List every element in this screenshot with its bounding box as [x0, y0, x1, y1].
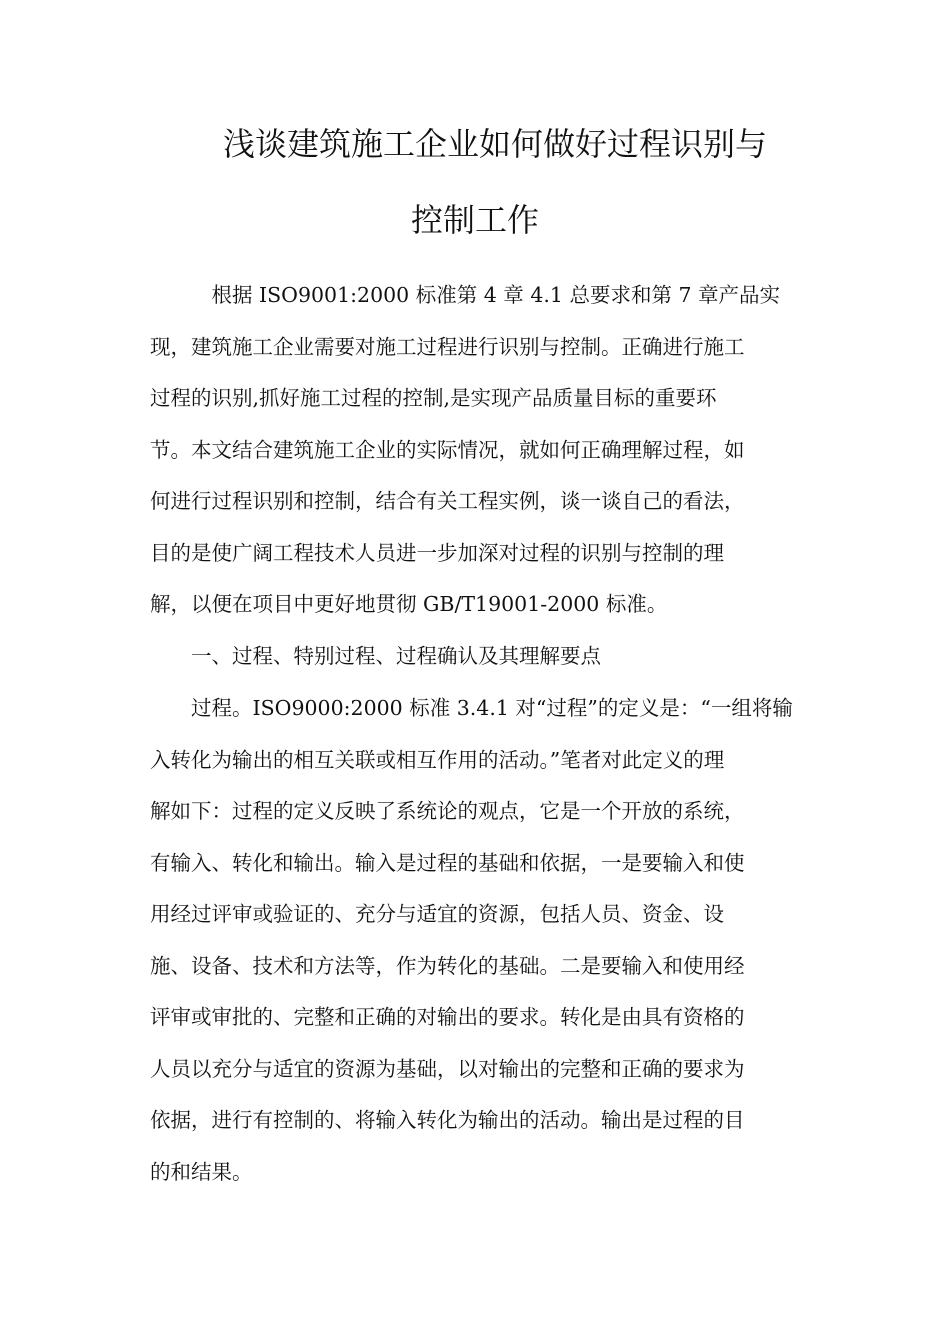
paragraph-line: 用经过评审或验证的、充分与适宜的资源，包括人员、资金、设: [150, 902, 724, 926]
paragraph-line: 何进行过程识别和控制，结合有关工程实例，谈一谈自己的看法，: [150, 489, 745, 513]
document-title-line-1: 浅谈建筑施工企业如何做好过程识别与: [223, 125, 768, 163]
section-heading-text: 一、过程、特别过程、过程确认及其理解要点: [150, 644, 601, 668]
paragraph-line: 入转化为输出的相互关联或相互作用的活动。”笔者对此定义的理: [150, 747, 725, 772]
paragraph-line: 现，建筑施工企业需要对施工过程进行识别与控制。正确进行施工: [150, 334, 745, 359]
paragraph-line: 的和结果。: [150, 1159, 253, 1184]
paragraph-line: 节。本文结合建筑施工企业的实际情况，就如何正确理解过程，如: [150, 437, 745, 462]
document-title-line-2: 控制工作: [410, 201, 539, 239]
paragraph-line: 解，以便在项目中更好地贯彻 GB/T19001-2000 标准。: [150, 592, 668, 616]
paragraph-intro: [150, 270, 800, 631]
paragraph-line: 有输入、转化和输出。输入是过程的基础和依据，一是要输入和使: [150, 850, 745, 875]
paragraph-line: 解如下：过程的定义反映了系统论的观点，它是一个开放的系统，: [150, 799, 745, 823]
paragraph-line: 目的是使广阔工程技术人员进一步加深对过程的识别与控制的理: [150, 540, 724, 565]
paragraph-line: 依据，进行有控制的、将输入转化为输出的活动。输出是过程的目: [150, 1108, 745, 1132]
section-heading: [150, 631, 800, 683]
paragraph-line: 根据 ISO9001:2000 标准第 4 章 4.1 总要求和第 7 章产品实: [150, 283, 781, 307]
paragraph-process-definition: [150, 683, 800, 1198]
paragraph-line: 施、设备、技术和方法等，作为转化的基础。二是要输入和使用经: [150, 953, 745, 978]
paragraph-line: 过程。ISO9000:2000 标准 3.4.1 对“过程”的定义是：“一组将输: [150, 696, 793, 720]
paragraph-line: 评审或审批的、完整和正确的对输出的要求。转化是由具有资格的: [150, 1005, 745, 1029]
paragraph-line: 过程的识别,抓好施工过程的控制,是实现产品质量目标的重要环: [150, 386, 717, 410]
paragraph-line: 人员以充分与适宜的资源为基础，以对输出的完整和正确的要求为: [150, 1056, 745, 1081]
